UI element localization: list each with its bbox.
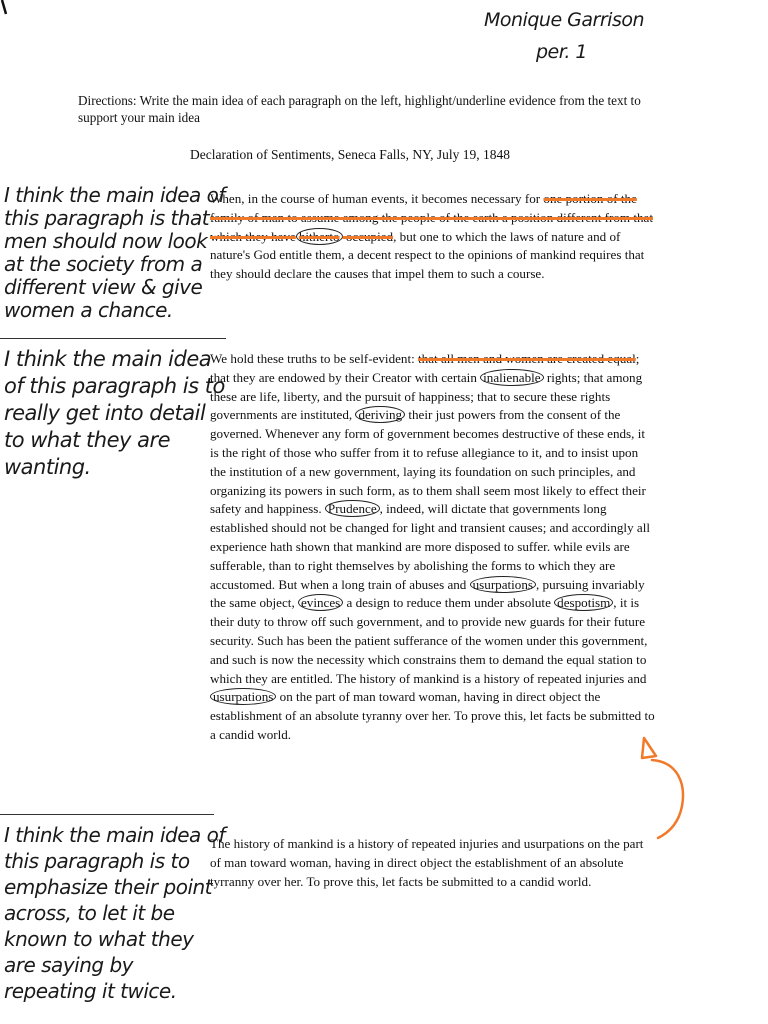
text-segment: a design to reduce them under absolute	[343, 595, 555, 611]
circled-word: inalienable	[480, 369, 543, 386]
text-segment: We hold these truths to be self-evident:	[210, 351, 419, 366]
arrow-annotation	[630, 734, 700, 844]
handwritten-note-3: I think the main idea of this paragraph is to emphasize their point across, to let it be known to what they are saying by repeating it twice.	[4, 823, 225, 1003]
circled-word: deriving	[355, 406, 405, 423]
circled-word: despotism	[554, 594, 613, 611]
ink-mark	[0, 0, 10, 18]
text-segment: , indeed, will dictate that governments long established should not be changed for light and transient causes; and accordingly all experience hath shown that mankind are more disposed to suffer. while evils are sufferable, than to right themselves by abolishing the forms to which they are accustomed. But when a long train of abuses and	[210, 501, 650, 592]
circled-word: usurpations	[470, 576, 536, 593]
paragraph-1	[210, 190, 656, 284]
document-title: Declaration of Sentiments, Seneca Falls, NY, July 19, 1848	[190, 147, 510, 162]
handwritten-note-1: I think the main idea of this paragraph is that men should now look at the society from a different view & give women a chance.	[4, 183, 225, 322]
directions-text: Directions: Write the main idea of each paragraph on the left, highlight/underline evidence from the text to support your main idea	[78, 93, 641, 125]
text-segment: , but one to which the laws of nature and of nature's God entitle them, a decent respect to the opinions of mankind requires that they should declare the causes that impel them to such a course.	[210, 228, 645, 282]
paragraph-3: The history of mankind is a history of repeated injuries and usurpations on the part of man toward woman, having in direct object the establishment of an absolute tyrranny over her. To prove this, let facts be submitted to a candid world.	[210, 836, 644, 889]
circled-word: hitherto	[296, 228, 343, 245]
text-segment: When, in the course of human events, it becomes necessary for	[210, 191, 544, 206]
highlighted-evidence: that all men and women are created equal	[418, 351, 636, 366]
circled-word: usurpations	[210, 688, 276, 705]
text-segment: , it is their duty to throw off such government, and to provide new guards for their future security. Such has been the patient sufferance of the women under this government, and such is now the necessity which constrains them to demand the equal station to which they are entitled. The history of mankind is a history of repeated injuries and	[210, 595, 648, 686]
text-segment: , pursuing invariably the same object,	[210, 576, 645, 611]
text-segment: ; that they are endowed by their Creator with certain	[210, 351, 640, 385]
circled-word: Prudence	[325, 500, 380, 517]
highlighted-evidence: occupied	[342, 228, 394, 244]
handwritten-note-2: I think the main idea of this paragraph is to really get into detail to what they are wanting.	[4, 347, 225, 479]
circled-word: evinces	[298, 594, 343, 611]
divider-line	[0, 814, 214, 815]
class-period: per. 1	[536, 41, 587, 63]
student-name: Monique Garrison	[484, 9, 645, 31]
highlighted-evidence: one portion of the family of man to assume among the people of the earth a position different from that which they have	[210, 191, 654, 244]
paragraph-2	[210, 350, 656, 745]
text-segment: on the part of man toward woman, having in direct object the establishment of an absolute tyranny over her. To prove this, let facts be submitted to a candid world.	[210, 689, 655, 742]
text-segment: their just powers from the consent of the governed. Whenever any form of government becomes destructive of these ends, it is the right of those who suffer from it to refuse allegiance to it, and to insist upon the institution of a new government, laying its foundation on such principles, and organizing its powers in such form, as to them shall seem most likely to effect their safety and happiness.	[210, 407, 646, 517]
divider-line	[0, 338, 226, 339]
text-segment: rights; that among these are life, liberty, and the pursuit of happiness; that to secure these rights governments are instituted,	[210, 369, 643, 423]
